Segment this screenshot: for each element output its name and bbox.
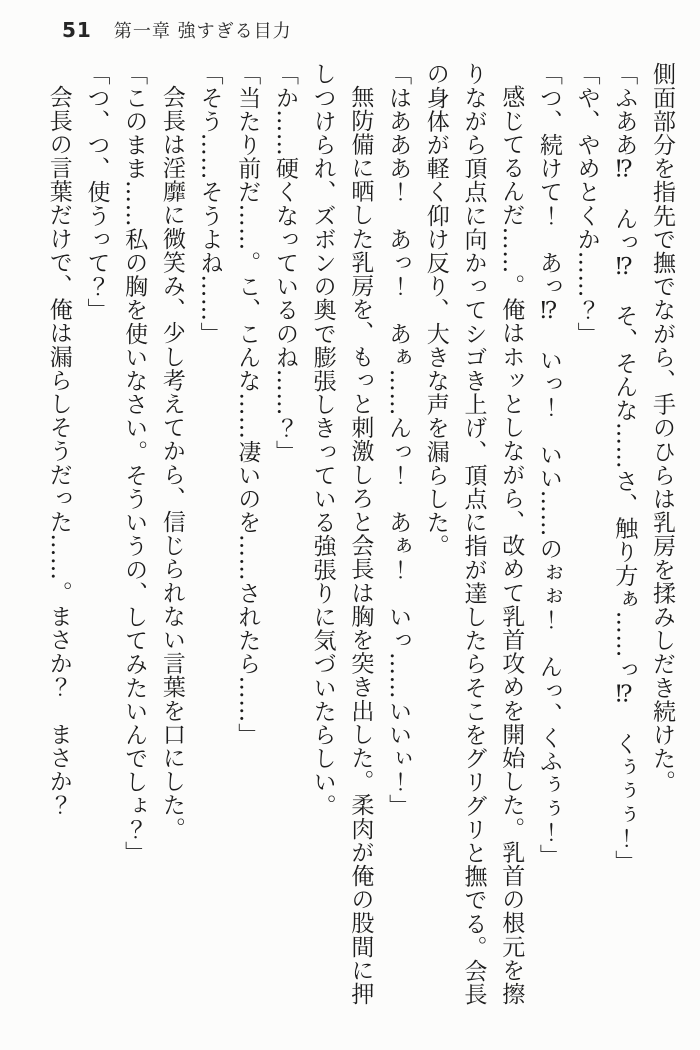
paragraph-dialogue: 「はあああ！ あっ！ あぁ……んっ！ あぁ！ いっ……いいぃ！」 xyxy=(385,62,412,818)
paragraph-dialogue: 「か……硬くなっているのね……？」 xyxy=(271,62,298,464)
paragraph-narration: 無防備に晒した乳房を、もっと刺激しろと会長は胸を突き出した。柔肉が俺の股間に押しつけられ、ズボンの奥で膨張しきっている強張りに気づいたらしい。 xyxy=(309,62,374,1006)
paragraph-dialogue: 「このまま……私の胸を使いなさい。そういうの、してみたいんでしょ？」 xyxy=(121,62,148,865)
paragraph-dialogue: 「つ、続けて！ あっ⁉ いっ！ いい……のぉぉ！ んっ、くふぅぅ！」 xyxy=(535,62,562,868)
paragraph-dialogue: 「そう……そうよね……」 xyxy=(196,62,223,346)
paragraph-narration: 感じてるんだ……。俺はホッとしながら、改めて乳首攻めを開始した。乳首の根元を擦りながら頂点に向かってシゴき上げ、頂点に指が達したらそこをグリグリと撫でる。会長の身体が軽く仰け反り、大きな声を漏らした。 xyxy=(422,62,525,1006)
paragraph-narration: 側面部分を指先で撫でながら、手のひらは乳房を揉みしだき続けた。 xyxy=(649,62,675,794)
page-header xyxy=(62,17,292,43)
chapter-title: 第一章 強すぎる目力 xyxy=(113,21,292,42)
page-number: 51 xyxy=(62,18,92,42)
paragraph-narration: 会長の言葉だけで、俺は漏らしそうだった……。まさか？ まさか？ xyxy=(45,85,72,817)
paragraph-dialogue: 「当たり前だ……。こ、こんな……凄いのを……されたら……」 xyxy=(234,62,261,747)
paragraph-dialogue: 「つ、つ、使うって？」 xyxy=(83,62,110,322)
paragraph-dialogue: 「や、やめとくか……？」 xyxy=(573,62,600,346)
paragraph-narration: 会長は淫靡に微笑み、少し考えてから、信じられない言葉を口にした。 xyxy=(158,85,185,841)
body-text xyxy=(39,62,680,1010)
paragraph-dialogue: 「ふああ⁉ んっ⁉ そ、そんな……さ、触り方ぁ……っ⁉ くぅぅぅ！」 xyxy=(611,62,638,874)
